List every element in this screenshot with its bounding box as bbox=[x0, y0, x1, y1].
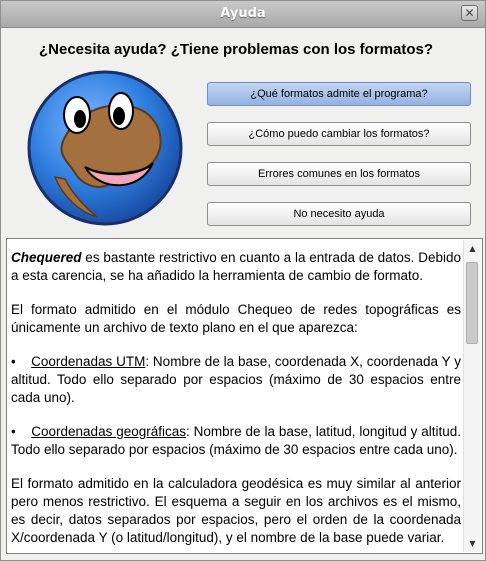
geo-text: : Nombre de la base, latitud, longitud y altitud. Todo ello separado por espacios (máximo de 30 espacios entre cada uno). bbox=[11, 424, 461, 457]
scrollbar-thumb[interactable] bbox=[466, 262, 478, 344]
geo-bullet: • Coordenadas geográficas: Nombre de la base, latitud, longitud y altitud. Todo ello separado por espacios (máximo de 30 espacios entre cada uno). bbox=[11, 424, 461, 457]
help-text bbox=[11, 249, 461, 554]
intro-paragraph bbox=[11, 249, 461, 285]
globe-mascot-icon bbox=[25, 67, 185, 229]
calculator-paragraph: El formato admitido en la calculadora geodésica es muy similar al anterior pero menos restrictivo. El esquema a seguir en los archivos es el mismo, es decir, datos separados por espacios, pero el orden de la coordenada X/coordenada Y (o latitud/longitud), y el nombre de la base puede variar. bbox=[11, 476, 461, 545]
scroll-up-icon[interactable]: ▲ bbox=[469, 244, 476, 253]
close-button[interactable]: ✕ bbox=[461, 5, 478, 21]
intro-text: es bastante restrictivo en cuanto a la entrada de datos. Debido a esta carencia, se ha añadido la herramienta de cambio de formato. bbox=[11, 250, 461, 283]
title-bar[interactable] bbox=[1, 1, 485, 28]
supported-formats-button[interactable]: ¿Qué formatos admite el programa? bbox=[207, 82, 471, 106]
common-errors-button[interactable]: Errores comunes en los formatos bbox=[207, 162, 471, 186]
format-paragraph: El formato admitido en el módulo Chequeo de redes topográficas es únicamente un archivo de texto plano en el que aparezca: bbox=[11, 302, 461, 335]
help-text-panel[interactable] bbox=[6, 238, 483, 554]
window-title: Ayuda bbox=[220, 6, 266, 21]
vertical-scrollbar[interactable] bbox=[463, 240, 481, 552]
no-help-button[interactable]: No necesito ayuda bbox=[207, 202, 471, 226]
scroll-down-icon[interactable]: ▼ bbox=[469, 539, 476, 548]
utm-text: : Nombre de la base, coordenada X, coordenada Y y altitud. Todo ello separado por espacios (máximo de 30 espacios entre cada uno). bbox=[11, 354, 461, 405]
change-formats-button[interactable]: ¿Cómo puedo cambiar los formatos? bbox=[207, 122, 471, 146]
utm-term: Coordenadas UTM bbox=[31, 354, 146, 369]
geo-term: Coordenadas geográficas bbox=[31, 424, 187, 439]
help-heading: ¿Necesita ayuda? ¿Tiene problemas con los formatos? bbox=[39, 41, 433, 58]
app-name: Chequered bbox=[11, 250, 82, 265]
utm-bullet: • Coordenadas UTM: Nombre de la base, coordenada X, coordenada Y y altitud. Todo ello separado por espacios (máximo de 30 espacios entre cada uno). bbox=[11, 354, 461, 405]
